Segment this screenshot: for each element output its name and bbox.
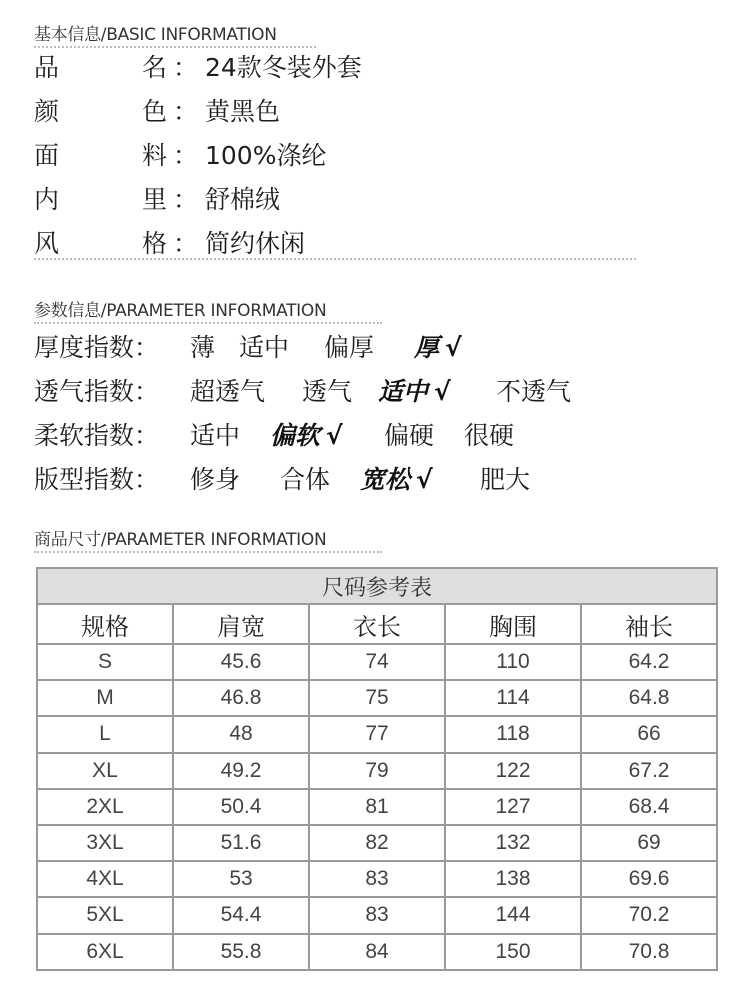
measurement-cell: 83	[309, 897, 445, 933]
measurement-cell: 110	[445, 644, 581, 680]
measurement-cell: 49.2	[173, 753, 309, 789]
basic-info-heading: 基本信息/BASIC INFORMATION	[34, 25, 277, 45]
measurement-cell: 64.2	[581, 644, 717, 680]
basic-info-row	[34, 48, 594, 88]
basic-info-row	[34, 92, 594, 132]
check-mark-icon: √	[434, 377, 451, 406]
measurement-cell: 118	[445, 716, 581, 752]
field-label-char: 内	[34, 185, 60, 214]
param-info-heading: 参数信息/PARAMETER INFORMATION	[34, 301, 327, 321]
field-label-char: 色	[142, 97, 168, 126]
param-option-selected: 厚	[414, 333, 440, 362]
measurement-cell: 79	[309, 753, 445, 789]
param-label: 柔软指数：	[34, 421, 160, 450]
measurement-cell: 138	[445, 861, 581, 897]
param-option: 超透气	[190, 377, 266, 406]
measurement-cell: 55.8	[173, 934, 309, 970]
measurement-cell: 48	[173, 716, 309, 752]
param-option: 适中	[239, 333, 290, 362]
param-label: 版型指数：	[34, 465, 160, 494]
field-label-char: 料	[142, 141, 168, 170]
column-header: 规格	[37, 604, 173, 644]
field-label-char: 格	[142, 229, 168, 258]
size-info-heading: 商品尺寸/PARAMETER INFORMATION	[34, 530, 327, 550]
measurement-cell: 75	[309, 680, 445, 716]
table-row	[37, 753, 717, 789]
param-option: 薄	[190, 333, 216, 362]
param-option-selected: 适中	[378, 377, 429, 406]
field-value: 舒棉绒	[205, 185, 281, 214]
measurement-cell: 69	[581, 825, 717, 861]
size-info-rule	[34, 551, 382, 553]
basic-info-row	[34, 180, 594, 220]
measurement-cell: 77	[309, 716, 445, 752]
table-row	[37, 716, 717, 752]
measurement-cell: 150	[445, 934, 581, 970]
column-header: 胸围	[445, 604, 581, 644]
measurement-cell: 46.8	[173, 680, 309, 716]
measurement-cell: 74	[309, 644, 445, 680]
measurement-cell: 68.4	[581, 789, 717, 825]
table-row	[37, 934, 717, 970]
measurement-cell: 127	[445, 789, 581, 825]
size-chart-header-row	[37, 604, 717, 644]
size-label-cell: L	[37, 716, 173, 752]
size-chart-title: 尺码参考表	[37, 568, 717, 604]
table-row	[37, 897, 717, 933]
measurement-cell: 144	[445, 897, 581, 933]
param-option-selected: 偏软	[270, 421, 321, 450]
field-value: 简约休闲	[205, 229, 306, 258]
size-label-cell: 6XL	[37, 934, 173, 970]
table-row	[37, 644, 717, 680]
size-chart-table	[36, 567, 718, 971]
param-option: 修身	[190, 465, 241, 494]
table-row	[37, 789, 717, 825]
size-label-cell: 3XL	[37, 825, 173, 861]
field-colon: ：	[173, 141, 199, 170]
param-option: 不透气	[496, 377, 572, 406]
table-row	[37, 861, 717, 897]
param-option: 很硬	[464, 421, 515, 450]
param-label: 透气指数：	[34, 377, 160, 406]
param-option: 合体	[280, 465, 331, 494]
param-option: 适中	[190, 421, 241, 450]
field-value: 100%涤纶	[205, 141, 327, 170]
param-label: 厚度指数：	[34, 333, 160, 362]
measurement-cell: 53	[173, 861, 309, 897]
field-label-char: 风	[34, 229, 60, 258]
measurement-cell: 132	[445, 825, 581, 861]
param-option: 偏硬	[384, 421, 435, 450]
measurement-cell: 50.4	[173, 789, 309, 825]
measurement-cell: 64.8	[581, 680, 717, 716]
measurement-cell: 70.2	[581, 897, 717, 933]
param-option: 透气	[302, 377, 353, 406]
measurement-cell: 66	[581, 716, 717, 752]
measurement-cell: 122	[445, 753, 581, 789]
basic-info-row	[34, 136, 594, 176]
check-mark-icon: √	[416, 465, 433, 494]
basic-info-bottom-rule	[34, 258, 636, 260]
column-header: 衣长	[309, 604, 445, 644]
column-header: 肩宽	[173, 604, 309, 644]
size-label-cell: 5XL	[37, 897, 173, 933]
field-label-char: 名	[142, 53, 168, 82]
field-label-char: 颜	[34, 97, 60, 126]
measurement-cell: 54.4	[173, 897, 309, 933]
param-row	[34, 326, 714, 370]
measurement-cell: 84	[309, 934, 445, 970]
column-header: 袖长	[581, 604, 717, 644]
size-label-cell: M	[37, 680, 173, 716]
check-mark-icon: √	[445, 333, 462, 362]
param-option: 肥大	[480, 465, 531, 494]
param-info-rule	[34, 322, 382, 324]
field-colon: ：	[173, 229, 199, 258]
param-option-selected: 宽松	[360, 465, 411, 494]
measurement-cell: 114	[445, 680, 581, 716]
measurement-cell: 67.2	[581, 753, 717, 789]
param-row	[34, 370, 714, 414]
field-label-char: 面	[34, 141, 60, 170]
measurement-cell: 69.6	[581, 861, 717, 897]
measurement-cell: 45.6	[173, 644, 309, 680]
measurement-cell: 70.8	[581, 934, 717, 970]
measurement-cell: 81	[309, 789, 445, 825]
field-label-char: 里	[142, 185, 168, 214]
field-colon: ：	[173, 97, 199, 126]
field-colon: ：	[173, 185, 199, 214]
field-value: 黄黑色	[205, 97, 281, 126]
size-label-cell: 4XL	[37, 861, 173, 897]
size-chart-body	[37, 644, 717, 970]
param-row	[34, 414, 714, 458]
param-option: 偏厚	[324, 333, 375, 362]
size-label-cell: 2XL	[37, 789, 173, 825]
param-row	[34, 458, 714, 502]
field-colon: ：	[173, 53, 199, 82]
field-value: 24款冬装外套	[205, 53, 362, 82]
measurement-cell: 82	[309, 825, 445, 861]
check-mark-icon: √	[326, 421, 343, 450]
table-row	[37, 680, 717, 716]
size-label-cell: S	[37, 644, 173, 680]
field-label-char: 品	[34, 53, 60, 82]
size-label-cell: XL	[37, 753, 173, 789]
table-row	[37, 825, 717, 861]
measurement-cell: 51.6	[173, 825, 309, 861]
measurement-cell: 83	[309, 861, 445, 897]
